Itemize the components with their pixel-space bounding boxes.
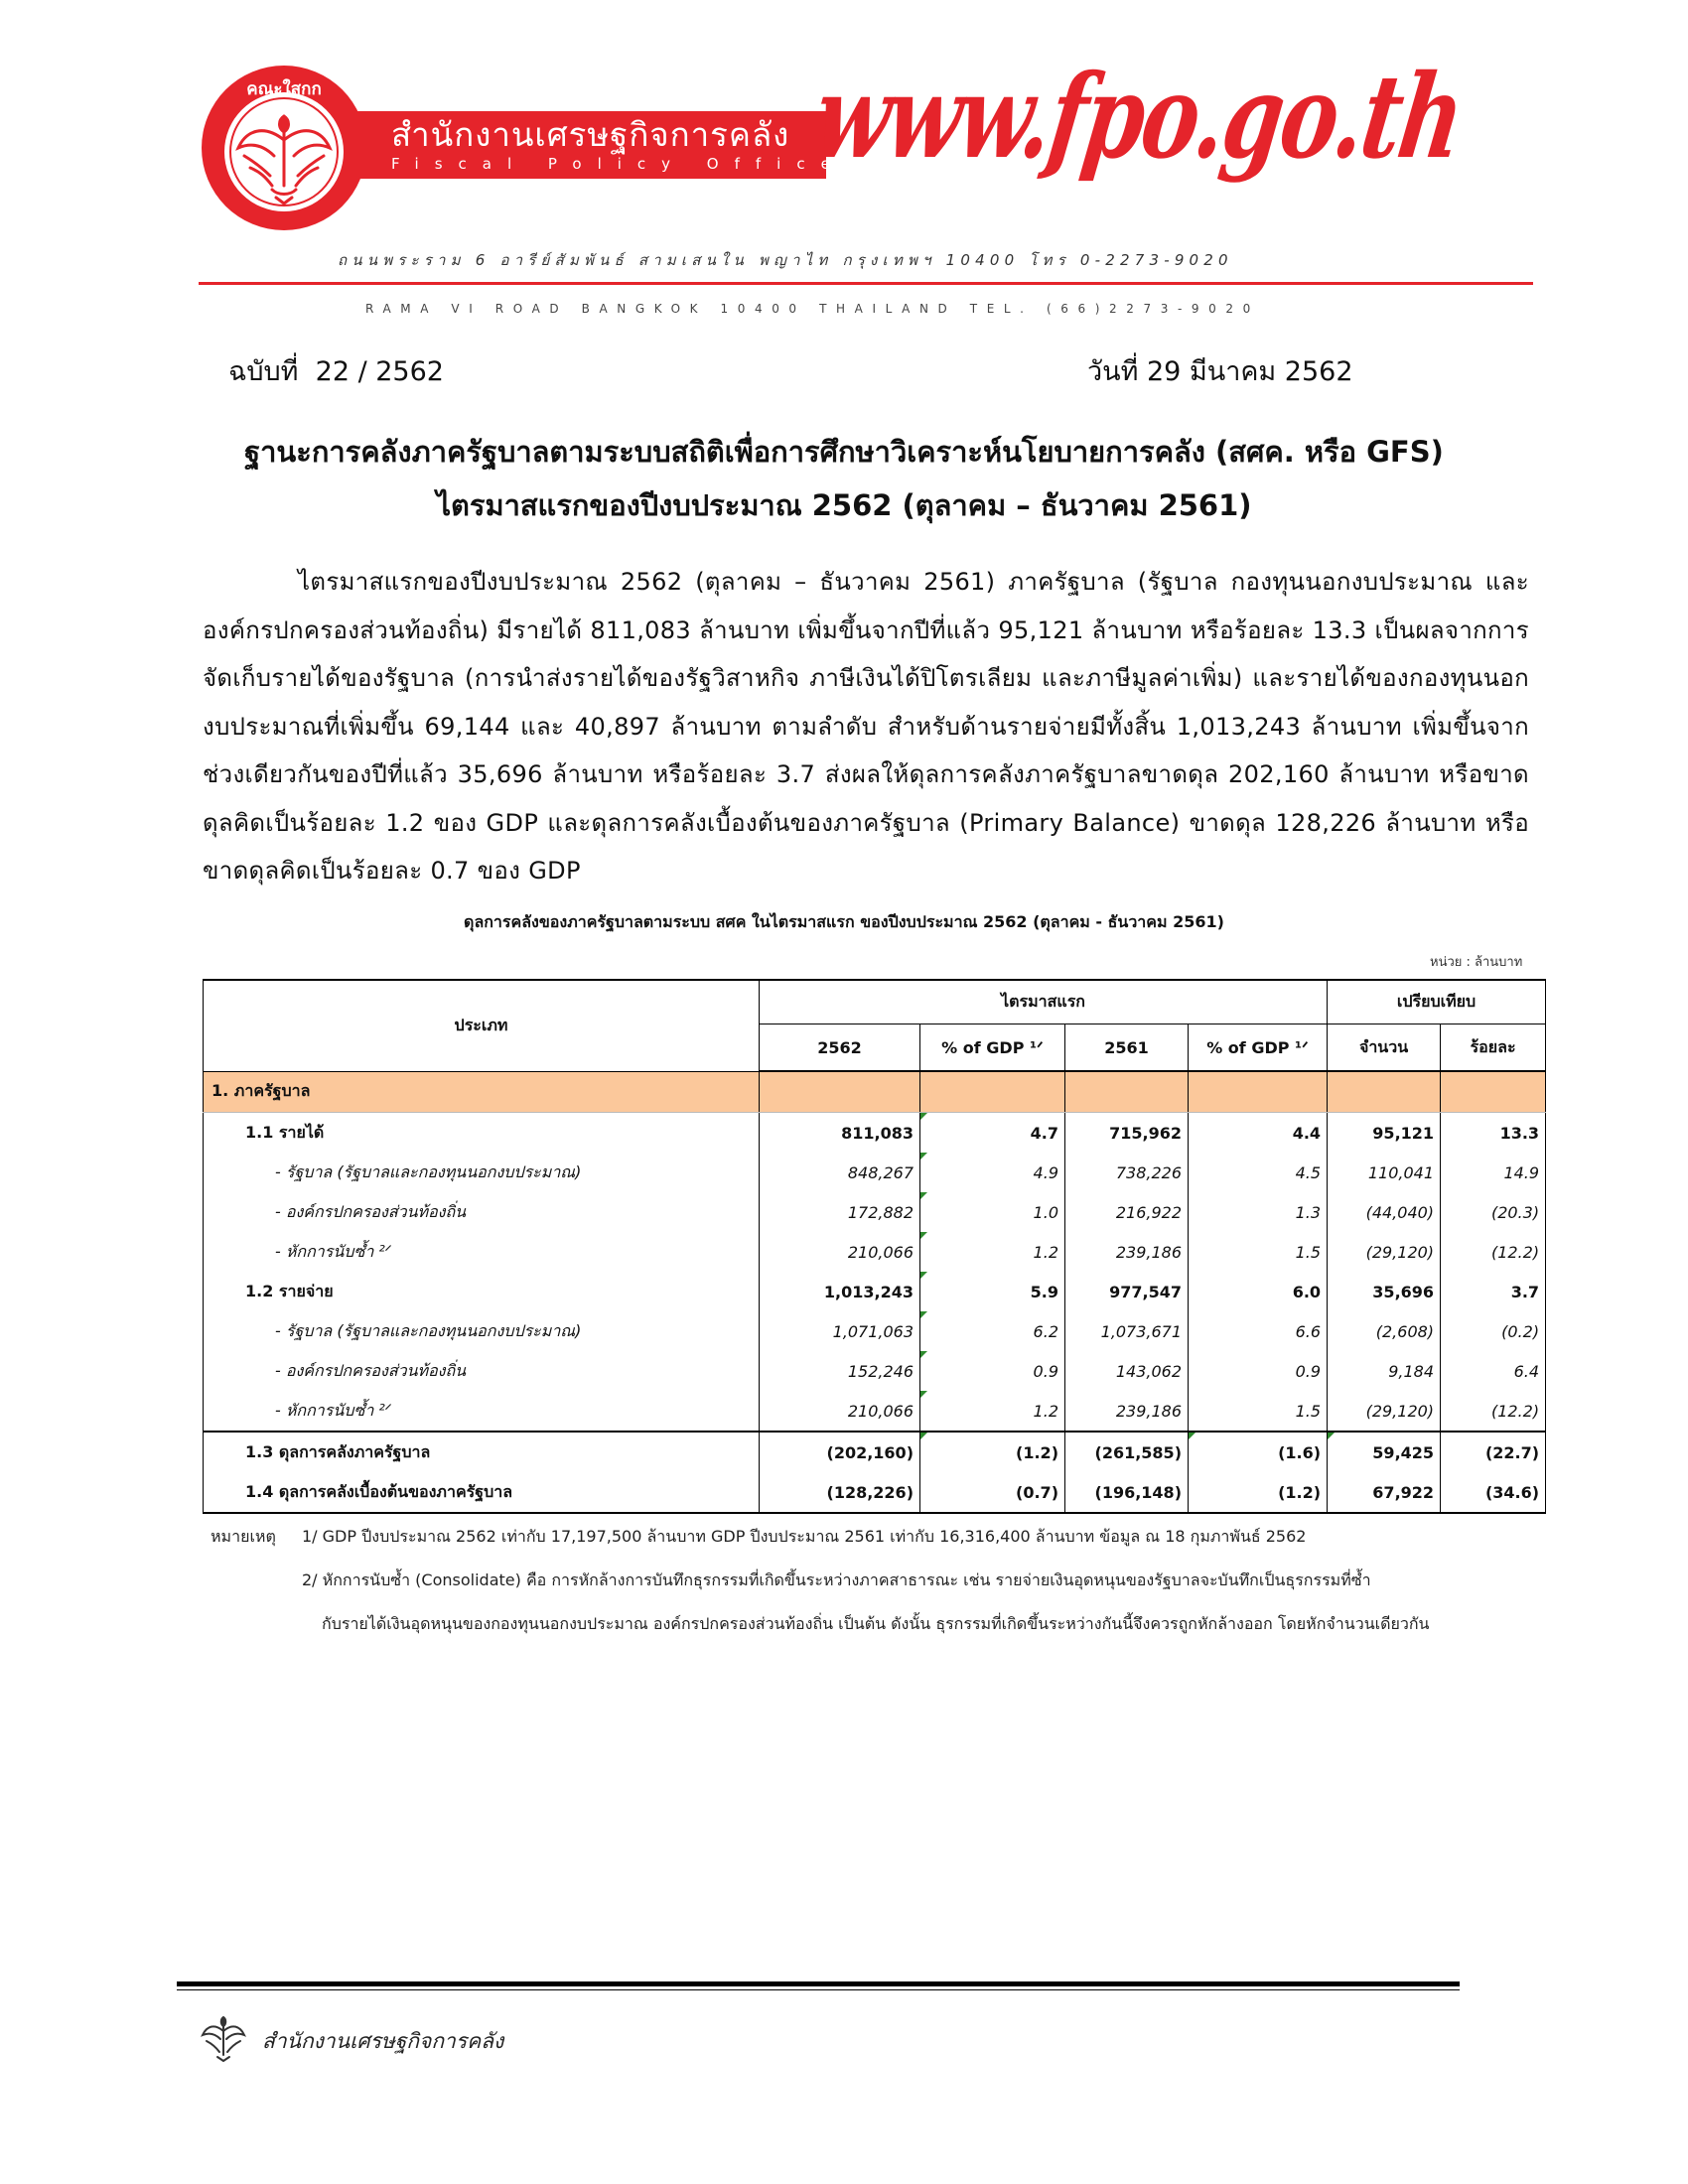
cell-2562: 811,083 [760,1113,920,1154]
cell-gdp-2561: (1.2) [1189,1472,1328,1513]
cell-amount: 95,121 [1328,1113,1441,1154]
cell-percent: (0.2) [1441,1311,1546,1351]
cell-gdp-2561: (1.6) [1189,1432,1328,1472]
cell-gdp-2562: 1.2 [920,1391,1065,1432]
cell-2561: 216,922 [1065,1192,1189,1232]
cell-amount: 110,041 [1328,1153,1441,1192]
cell-gdp-2561: 1.3 [1189,1192,1328,1232]
cell-2561: 1,073,671 [1065,1311,1189,1351]
cell-2561: 239,186 [1065,1391,1189,1432]
document-title-line2: ไตรมาสแรกของปีงบประมาณ 2562 (ตุลาคม – ธันวาคม 2561) [436,488,1252,522]
cell-2561: (261,585) [1065,1432,1189,1472]
cell-gdp-2561: 4.4 [1189,1113,1328,1154]
cell-amount: (29,120) [1328,1391,1441,1432]
table-section-row [204,1071,1546,1113]
cell-percent: (20.3) [1441,1192,1546,1232]
cell-amount: (2,608) [1328,1311,1441,1351]
row-label: - รัฐบาล (รัฐบาลและกองทุนนอกงบประมาณ) [204,1153,760,1192]
address-thai: ถนนพระราม 6 อารีย์สัมพันธ์ สามเสนใน พญาไท กรุงเทพฯ 10400 โทร 0-2273-9020 [338,251,1233,269]
header-compare-group: เปรียบเทียบ [1328,980,1546,1024]
cell-percent: (34.6) [1441,1472,1546,1513]
cell-gdp-2562: 4.7 [920,1113,1065,1154]
row-label: 1.4 ดุลการคลังเบื้องต้นของภาครัฐบาล [204,1472,760,1513]
footer-divider-thick [177,1981,1460,1986]
cell-amount: 59,425 [1328,1432,1441,1472]
notes-label: หมายเหตุ [211,1527,276,1546]
row-label: 1.3 ดุลการคลังภาครัฐบาล [204,1432,760,1472]
table-row [204,1153,1546,1192]
cell-gdp-2562: 0.9 [920,1351,1065,1391]
cell-percent: (12.2) [1441,1391,1546,1432]
cell-percent: (12.2) [1441,1232,1546,1272]
cell-amount: 67,922 [1328,1472,1441,1513]
cell-gdp-2561: 6.0 [1189,1272,1328,1311]
note-1-text: 1/ GDP ปีงบประมาณ 2562 เท่ากับ 17,197,500 ล้านบาท GDP ปีงบประมาณ 2561 เท่ากับ 16,316,400 ล้านบาท ข้อมูล ณ 18 กุมภาพันธ์ 2562 [302,1527,1307,1546]
cell-gdp-2561: 4.5 [1189,1153,1328,1192]
document-title-line1: ฐานะการคลังภาครัฐบาลตามระบบสถิติเพื่อการศึกษาวิเคราะห์นโยบายการคลัง (สศค. หรือ GFS) [244,435,1444,469]
body-paragraph: ไตรมาสแรกของปีงบประมาณ 2562 (ตุลาคม – ธันวาคม 2561) ภาครัฐบาล (รัฐบาล กองทุนนอกงบประมาณ และองค์กรปกครองส่วนท้องถิ่น) มีรายได้ 811,083 ล้านบาท เพิ่มขึ้นจากปีที่แล้ว 95,121 ล้านบาท หรือร้อยละ 13.3 เป็นผลจากการจัดเก็บรายได้ของรัฐบาล (การนำส่งรายได้ของรัฐวิสาหกิจ ภาษีเงินได้ปิโตรเลียม และภาษีมูลค่าเพิ่ม) และรายได้ของกองทุนนอกงบประมาณที่เพิ่มขึ้น 69,144 และ 40,897 ล้านบาท ตามลำดับ สำหรับด้านรายจ่ายมีทั้งสิ้น 1,013,243 ล้านบาท เพิ่มขึ้นจากช่วงเดียวกันของปีที่แล้ว 35,696 ล้านบาท หรือร้อยละ 3.7 ส่งผลให้ดุลการคลังภาครัฐบาลขาดดุล 202,160 ล้านบาท หรือขาดดุลคิดเป็นร้อยละ 1.2 ของ GDP และดุลการคลังเบื้องต้นของภาครัฐบาล (Primary Balance) ขาดดุล 128,226 ล้านบาท หรือขาดดุลคิดเป็นร้อยละ 0.7 ของ GDP [203,568,1529,885]
table-row [204,1391,1546,1432]
row-label: - องค์กรปกครองส่วนท้องถิ่น [204,1192,760,1232]
cell-gdp-2562: 6.2 [920,1311,1065,1351]
garuda-icon [199,2011,248,2063]
cell-gdp-2562: (0.7) [920,1472,1065,1513]
header-percent: ร้อยละ [1441,1024,1546,1072]
table-row [204,1351,1546,1391]
table-unit: หน่วย : ล้านบาท [1430,955,1523,970]
row-label: 1.2 รายจ่าย [204,1272,760,1311]
note-2-continued: กับรายได้เงินอุดหนุนของกองทุนนอกงบประมาณ องค์กรปกครองส่วนท้องถิ่น เป็นต้น ดังนั้น ธุรกรรมที่เกิดขึ้นระหว่างกันนี้จึงควรถูกหักล้างออก โดยหักจำนวนเดียวกัน [322,1614,1430,1633]
cell-2562: 172,882 [760,1192,920,1232]
org-name-thai: สำนักงานเศรษฐกิจการคลัง [391,115,790,154]
cell-2562: 1,071,063 [760,1311,920,1351]
cell-gdp-2562: 4.9 [920,1153,1065,1192]
section-label: 1. ภาครัฐบาล [204,1071,760,1113]
row-label: - องค์กรปกครองส่วนท้องถิ่น [204,1351,760,1391]
cell-2562: 210,066 [760,1391,920,1432]
footer-divider-thin [177,1989,1460,1990]
cell-2561: 738,226 [1065,1153,1189,1192]
footer-org-name: สำนักงานเศรษฐกิจการคลัง [262,2029,504,2053]
cell-2561: 977,547 [1065,1272,1189,1311]
cell-percent: (22.7) [1441,1432,1546,1472]
cell-gdp-2561: 1.5 [1189,1391,1328,1432]
cell-2561: 143,062 [1065,1351,1189,1391]
table-row [204,1192,1546,1232]
fpo-seal-logo [201,65,367,231]
cell-2561: (196,148) [1065,1472,1189,1513]
cell-gdp-2561: 0.9 [1189,1351,1328,1391]
issue-date: วันที่ 29 มีนาคม 2562 [1087,356,1353,387]
header-gdp-2561: % of GDP ¹ᐟ [1189,1024,1328,1072]
header-quarter-group: ไตรมาสแรก [760,980,1328,1024]
cell-2561: 715,962 [1065,1113,1189,1154]
cell-2562: 848,267 [760,1153,920,1192]
row-label: - รัฐบาล (รัฐบาลและกองทุนนอกงบประมาณ) [204,1311,760,1351]
cell-amount: (44,040) [1328,1192,1441,1232]
cell-percent: 6.4 [1441,1351,1546,1391]
cell-2562: (202,160) [760,1432,920,1472]
header-2561: 2561 [1065,1024,1189,1072]
cell-gdp-2562: 1.0 [920,1192,1065,1232]
cell-gdp-2562: 1.2 [920,1232,1065,1272]
cell-percent: 3.7 [1441,1272,1546,1311]
header-amount: จำนวน [1328,1024,1441,1072]
seal-text: คณะใสกก [246,79,322,99]
table-row [204,1311,1546,1351]
org-name-english: Fiscal Policy Office [391,155,846,173]
row-label: - หักการนับซ้ำ ²ᐟ [204,1391,760,1432]
cell-gdp-2562: (1.2) [920,1432,1065,1472]
issue-label: ฉบับที่ [228,356,299,387]
cell-gdp-2561: 6.6 [1189,1311,1328,1351]
cell-percent: 14.9 [1441,1153,1546,1192]
note-2: 2/ หักการนับซ้ำ (Consolidate) คือ การหักล้างการบันทึกธุรกรรมที่เกิดขึ้นระหว่างภาคสาธารณะ เช่น รายจ่ายเงินอุดหนุนของรัฐบาลจะบันทึกเป็นธุรกรรมที่ซ้ำ [302,1570,1371,1589]
header-gdp-2562: % of GDP ¹ᐟ [920,1024,1065,1072]
row-label: - หักการนับซ้ำ ²ᐟ [204,1232,760,1272]
cell-percent: 13.3 [1441,1113,1546,1154]
cell-gdp-2562: 5.9 [920,1272,1065,1311]
header-divider [199,282,1533,285]
row-label: 1.1 รายได้ [204,1113,760,1154]
table-title: ดุลการคลังของภาครัฐบาลตามระบบ สศค ในไตรมาสแรก ของปีงบประมาณ 2562 (ตุลาคม - ธันวาคม 2561) [464,912,1224,931]
header-category: ประเภท [204,980,760,1071]
table-row [204,1272,1546,1311]
org-banner [357,111,846,179]
table-row [204,1232,1546,1272]
issue-number [228,349,444,392]
cell-2562: (128,226) [760,1472,920,1513]
cell-amount: 9,184 [1328,1351,1441,1391]
website-url[interactable]: www.fpo.go.th [806,50,1471,186]
cell-2562: 152,246 [760,1351,920,1391]
address-english: RAMA VI ROAD BANGKOK 10400 THAILAND TEL. (66)2273-9020 [365,302,1260,316]
issue-value: 22 / 2562 [315,356,444,387]
cell-2562: 1,013,243 [760,1272,920,1311]
table-row [204,1113,1546,1154]
header-2562: 2562 [760,1024,920,1072]
table-row [204,1472,1546,1513]
cell-2562: 210,066 [760,1232,920,1272]
fiscal-balance-table [203,979,1546,1514]
note-1 [211,1525,1306,1550]
cell-2561: 239,186 [1065,1232,1189,1272]
cell-amount: (29,120) [1328,1232,1441,1272]
cell-amount: 35,696 [1328,1272,1441,1311]
table-row [204,1432,1546,1472]
cell-gdp-2561: 1.5 [1189,1232,1328,1272]
